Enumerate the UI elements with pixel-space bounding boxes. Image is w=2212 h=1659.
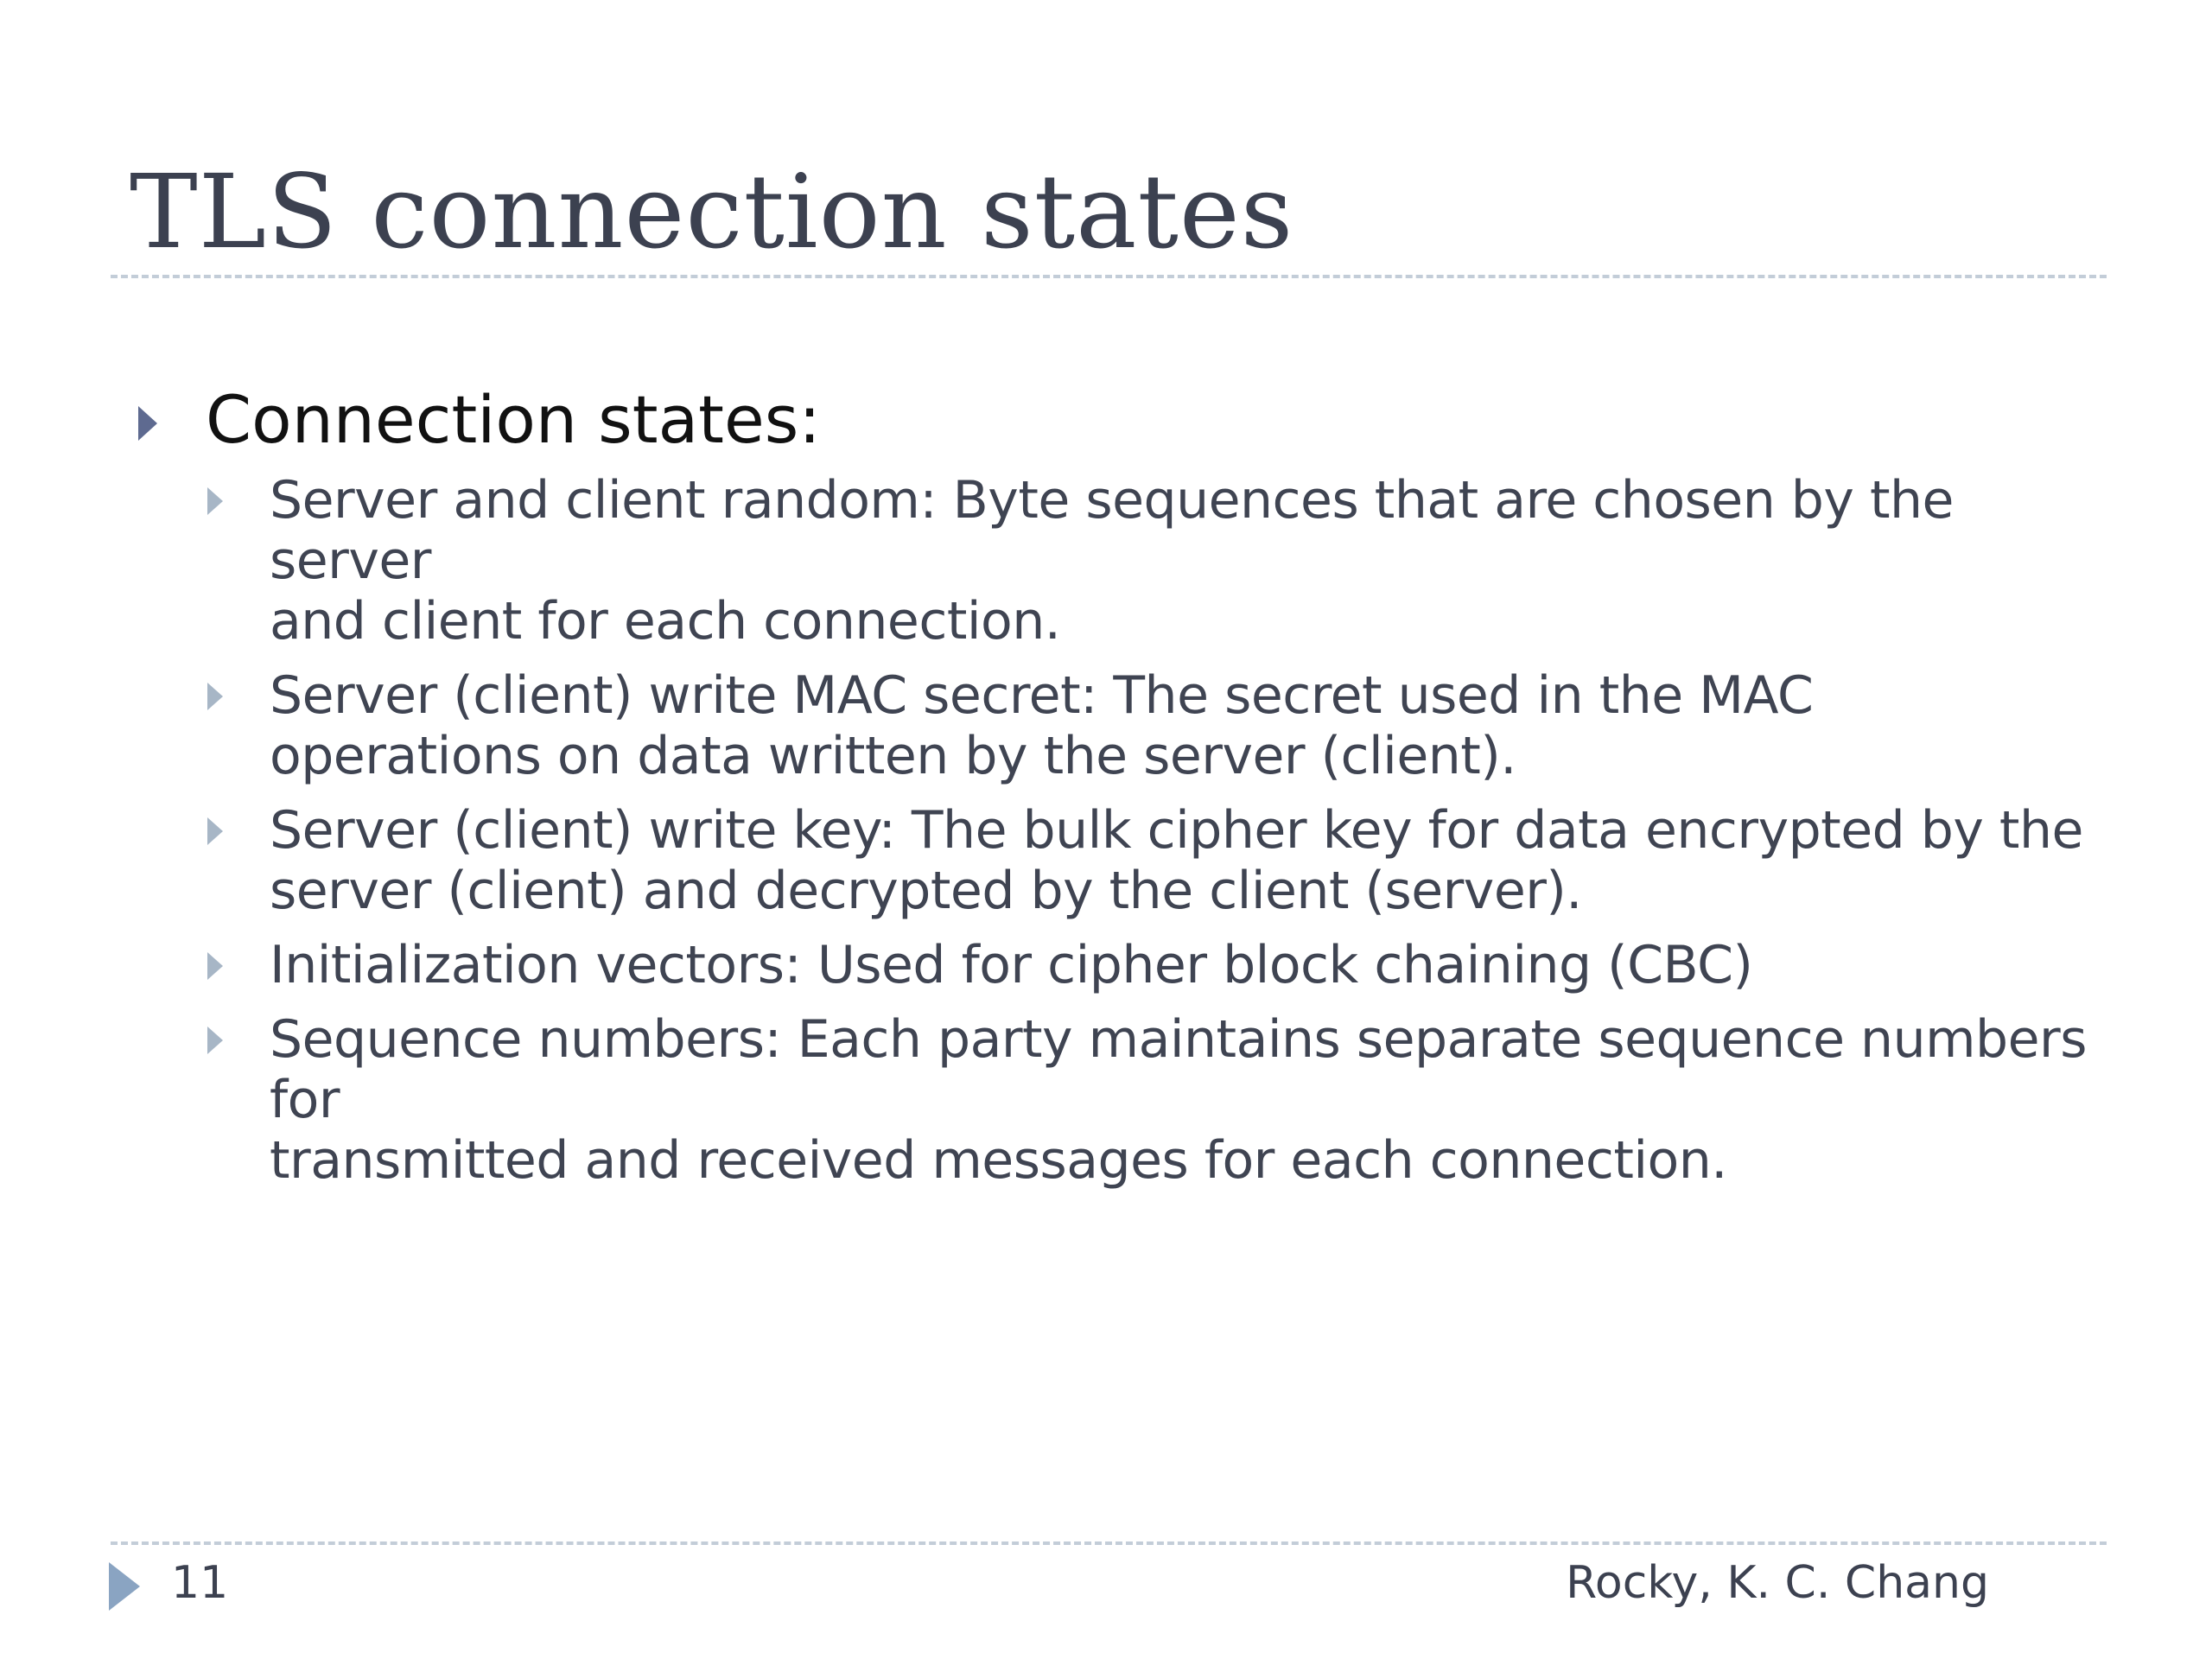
item-text-line1: Server and client random: Byte sequences that are chosen by the server [270,470,1954,591]
item-text-line1: Server (client) write key: The bulk cipher key for data encrypted by the [270,800,2083,861]
triangle-bullet-icon [207,817,223,845]
title-divider [111,275,2107,278]
section-heading: Connection states: [206,381,821,458]
slide-title: TLS connection states [130,152,1294,271]
item-text-line2: transmitted and received messages for each connection. [270,1130,1727,1191]
list-item [138,665,2100,786]
item-text-line2: and client for each connection. [270,591,1061,652]
slide-body [138,380,2100,1205]
bullet-connection-states [138,380,2100,460]
triangle-bullet-icon [207,952,223,980]
triangle-bullet-icon [207,683,223,710]
item-text-line2: server (client) and decrypted by the client (server). [270,861,1582,921]
list-item [138,470,2100,652]
list-item [138,935,2100,995]
list-item [138,800,2100,921]
footer-author: Rocky, K. C. Chang [1566,1557,1989,1609]
page-number: 11 [171,1557,229,1609]
item-text-line1: Sequence numbers: Each party maintains separate sequence numbers for [270,1009,2087,1130]
item-text-line1: Initialization vectors: Used for cipher block chaining (CBC) [270,935,1753,995]
item-text-line2: operations on data written by the server (client). [270,726,1516,786]
triangle-bullet-icon [207,1027,223,1054]
connection-state-list [138,470,2100,1191]
list-item [138,1009,2100,1191]
footer-divider [111,1541,2107,1545]
item-text-line1: Server (client) write MAC secret: The secret used in the MAC [270,665,1814,726]
triangle-bullet-icon [207,487,223,515]
triangle-bullet-icon [138,406,157,441]
footer-triangle-icon [109,1562,140,1611]
